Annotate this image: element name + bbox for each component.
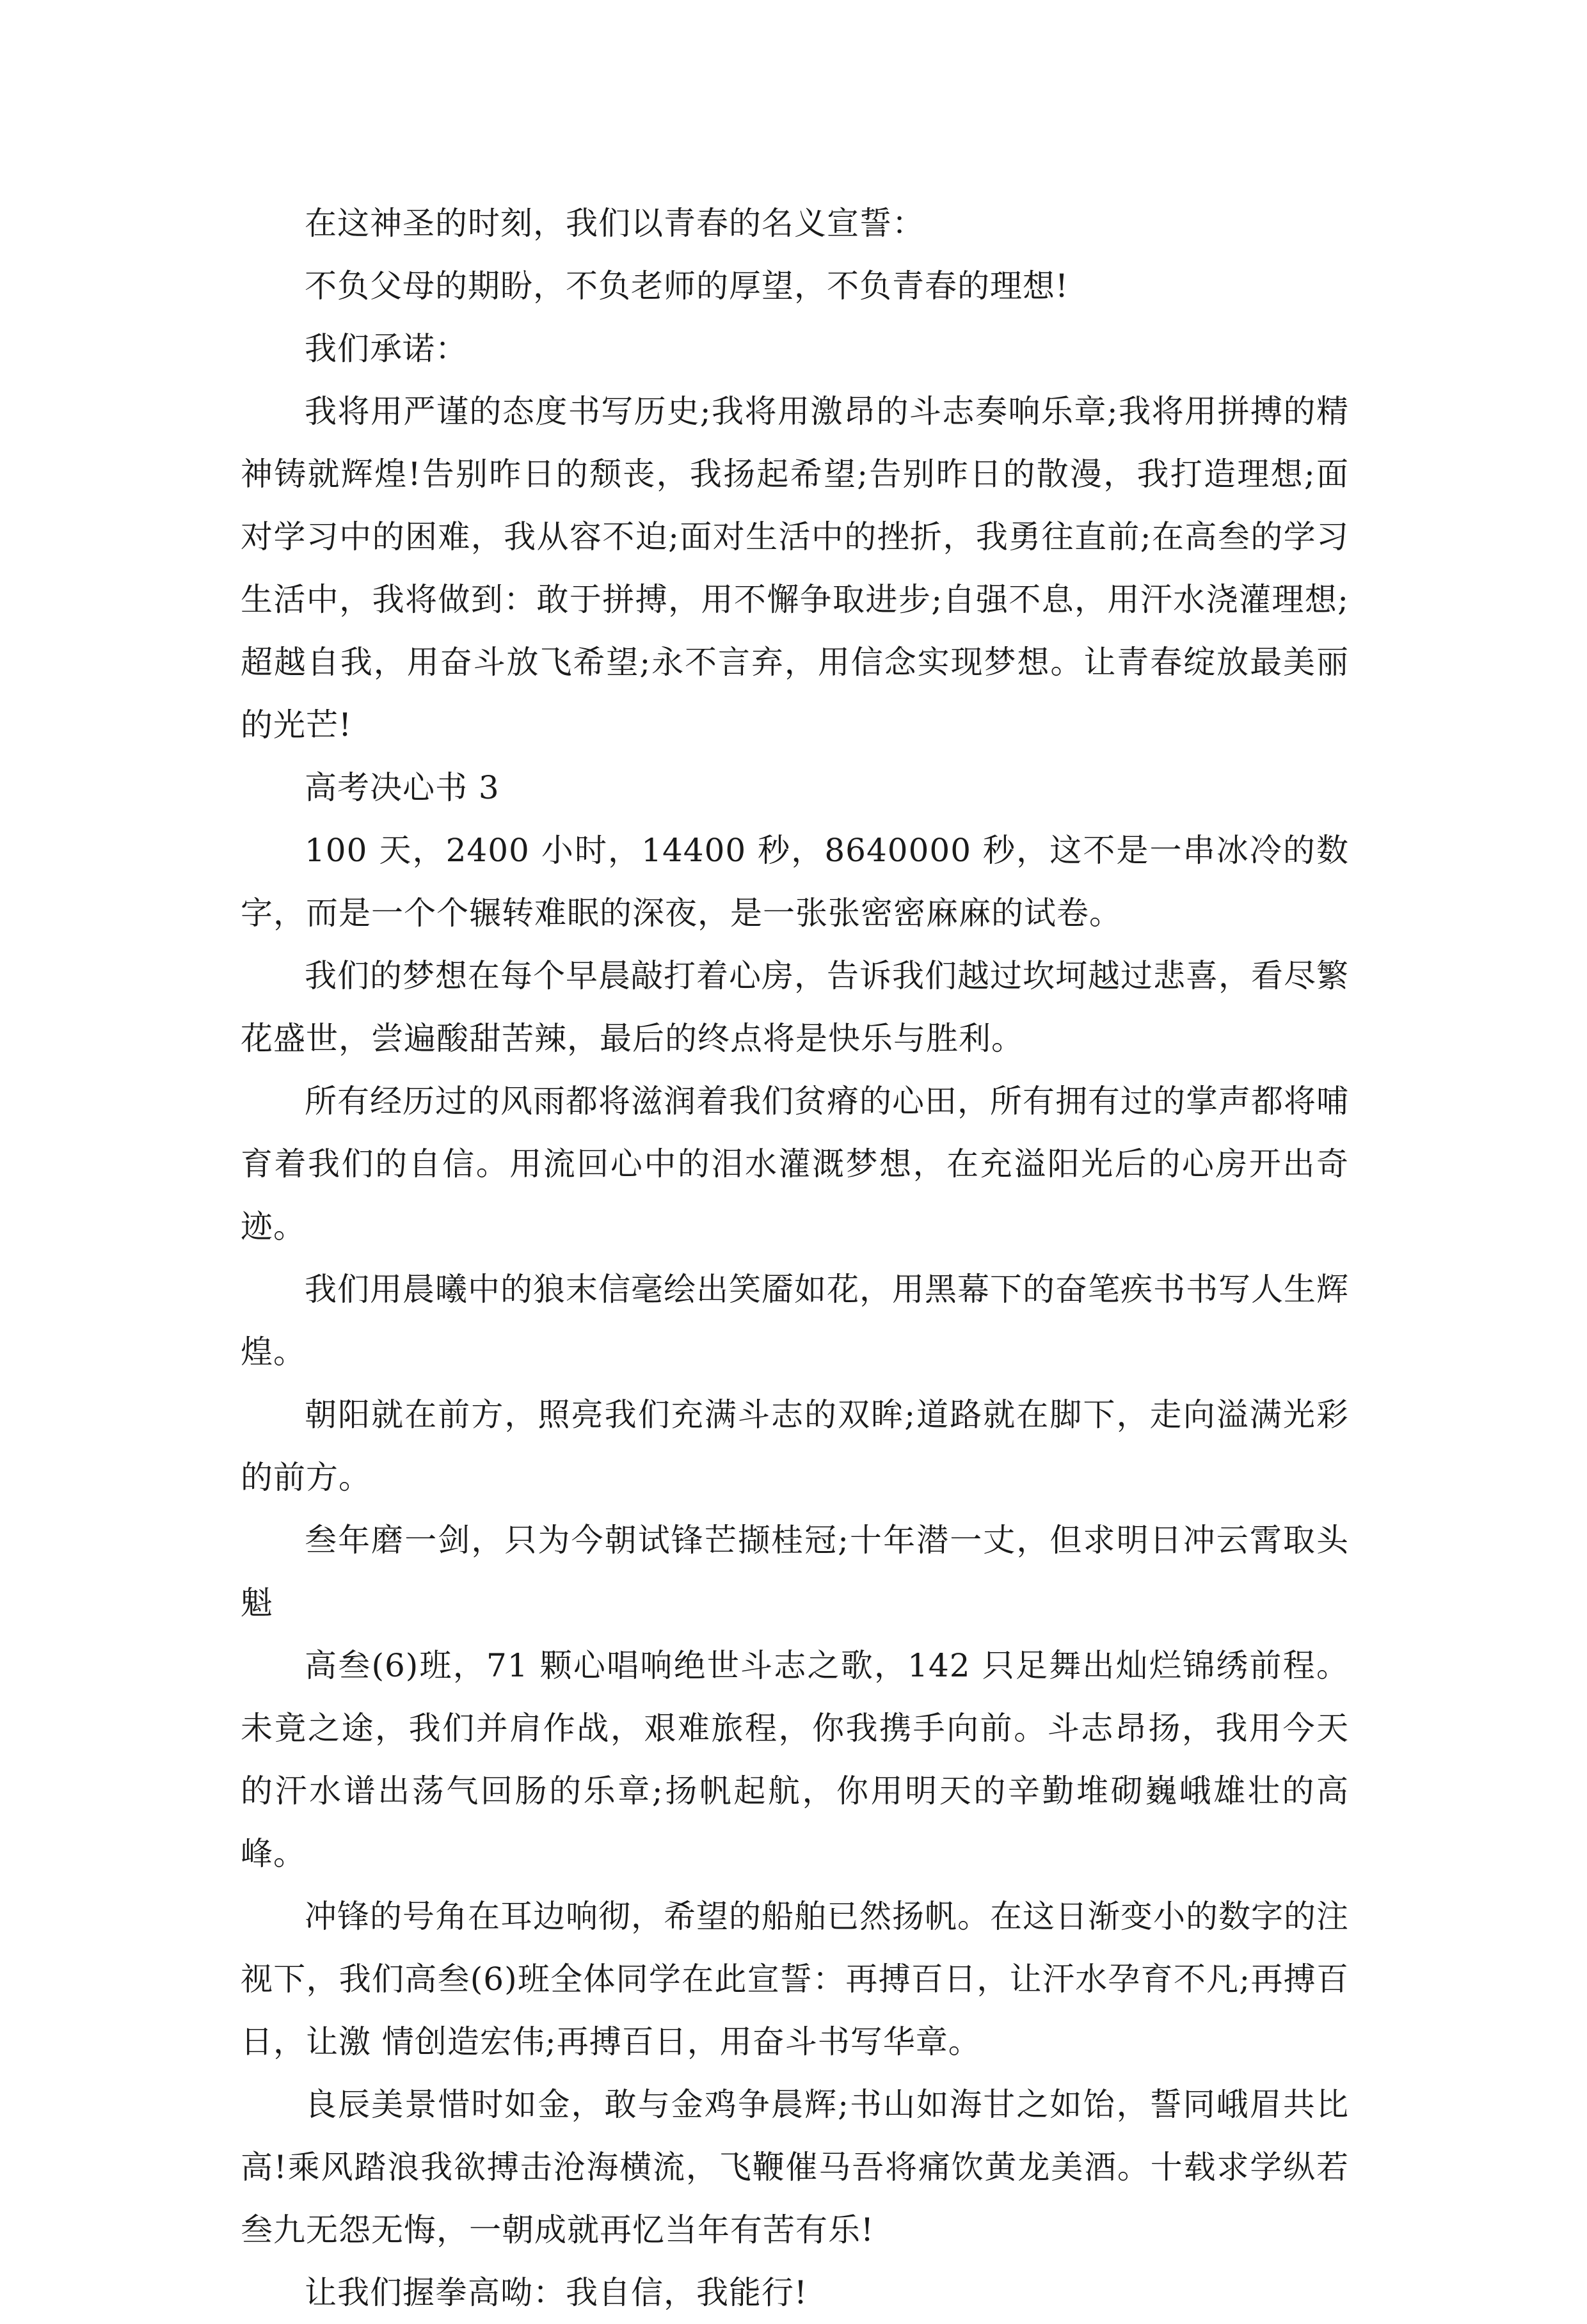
- paragraph-class: 高叁(6)班，71 颗心唱响绝世斗志之歌，142 只足舞出灿烂锦绣前程。未竟之途，我们并肩作战，艰难旅程，你我携手向前。斗志昂扬，我用今天的汗水谱出荡气回肠的乐章;扬帆起航，你用明天的辛勤堆砌巍峨雄壮的高峰。: [241, 1647, 1349, 1872]
- paragraph-promise-label: 我们承诺：: [305, 330, 468, 367]
- paragraph-countdown: 100 天，2400 小时，14400 秒，8640000 秒，这不是一串冰冷的数字，而是一个个辗转难眠的深夜，是一张张密密麻麻的试卷。: [241, 832, 1349, 932]
- section-heading: 高考决心书 3: [305, 769, 500, 806]
- paragraph-experience: 所有经历过的风雨都将滋润着我们贫瘠的心田，所有拥有过的掌声都将哺育着我们的自信。用流回心中的泪水灌溉梦想，在充溢阳光后的心房开出奇迹。: [241, 1083, 1349, 1245]
- paragraph-time: 良辰美景惜时如金，敢与金鸡争晨辉;书山如海甘之如饴，誓同峨眉共比高!乘风踏浪我欲搏击沧海横流，飞鞭催马吾将痛饮黄龙美酒。十载求学纵若叁九无怨无悔，一朝成就再忆当年有苦有乐!: [241, 2086, 1349, 2248]
- paragraph-promise-body: 我将用严谨的态度书写历史;我将用激昂的斗志奏响乐章;我将用拼搏的精神铸就辉煌!告别昨日的颓丧，我扬起希望;告别昨日的散漫，我打造理想;面对学习中的困难，我从容不迫;面对生活中的挫折，我勇往直前;在高叁的学习生活中，我将做到：敢于拼搏，用不懈争取进步;自强不息，用汗水浇灌理想;超越自我，用奋斗放飞希望;永不言弃，用信念实现梦想。让青春绽放最美丽的光芒!: [241, 393, 1349, 744]
- paragraph-sword: 叁年磨一剑，只为今朝试锋芒撷桂冠;十年潜一丈，但求明日冲云霄取头魁: [241, 1522, 1349, 1621]
- paragraph-oath-line: 不负父母的期盼，不负老师的厚望，不负青春的理想!: [305, 267, 1069, 305]
- paragraph-closing: 让我们握拳高呦：我自信，我能行!: [305, 2274, 808, 2311]
- paragraph-sunrise: 朝阳就在前方，照亮我们充满斗志的双眸;道路就在脚下，走向溢满光彩的前方。: [241, 1396, 1349, 1496]
- paragraph-oath-intro: 在这神圣的时刻，我们以青春的名义宣誓：: [305, 205, 925, 242]
- paragraph-charge: 冲锋的号角在耳边响彻，希望的船舶已然扬帆。在这日渐变小的数字的注视下，我们高叁(6)班全体同学在此宣誓：再搏百日，让汗水孕育不凡;再搏百日，让激 情创造宏伟;再搏百日，用奋斗书写华章。: [241, 1898, 1349, 2060]
- paragraph-dawn: 我们用晨曦中的狼末信毫绘出笑靥如花，用黑幕下的奋笔疾书书写人生辉煌。: [241, 1271, 1349, 1371]
- paragraph-dream: 我们的梦想在每个早晨敲打着心房，告诉我们越过坎坷越过悲喜，看尽繁花盛世，尝遍酸甜苦辣，最后的终点将是快乐与胜利。: [241, 957, 1349, 1057]
- document-body: [241, 192, 1349, 2324]
